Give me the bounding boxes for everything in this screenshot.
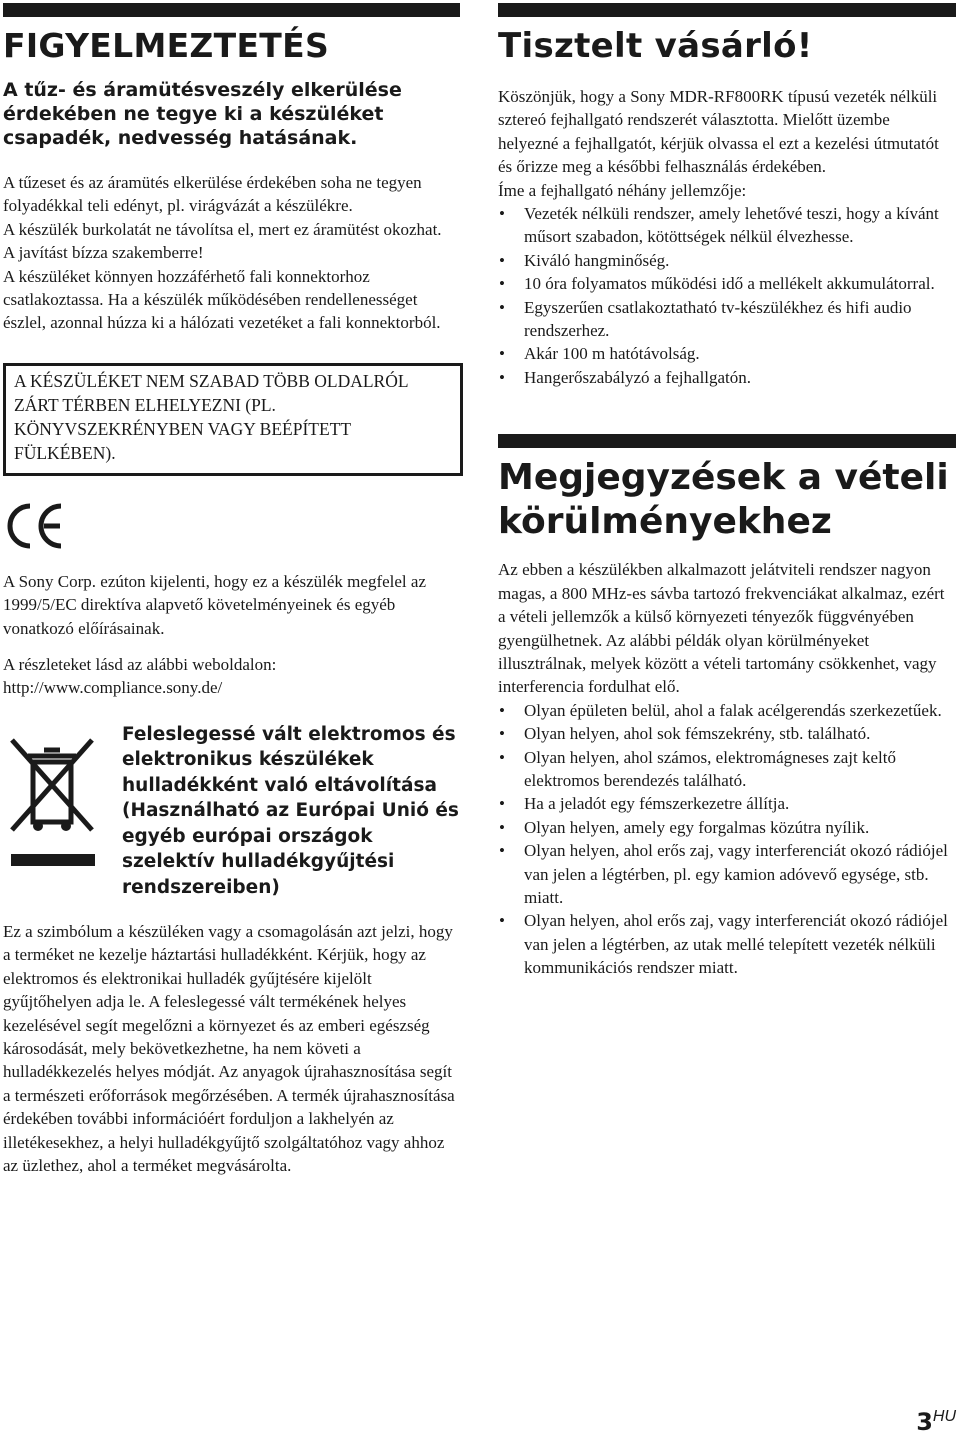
- right-column: [498, 0, 956, 980]
- warning-subtitle: A tűz- és áramütésveszély elkerülése érdekében ne tegye ki a készüléket csapadék, nedvesség hatásának.: [3, 79, 402, 149]
- weee-body: Ez a szimbólum a készüléken vagy a csomagolásán azt jelzi, hogy a terméket ne kezelje háztartási hulladékként. Kérjük, hogy az elektromos és elektronikai hulladék gyűjtésére kijelölt gyűjtőhelyen adja le. A feleslegessé vált termékének helyes kezelésével segít megelőzni a környezet és az emberi egészség károsodását, mely bekövetkezhetne, ha nem követi a hulladékkezelés helyes módját. Az anyagok újrahasznosítása segít a természeti erőforrások megőrzésében. A termék újrahasznosítása érdekében további információért forduljon a lakhelyén az illetékesekhez, a helyi hulladékgyűjtő szolgáltatóhoz vagy ahhoz az üzlethez, ahol a terméket megvásárolta.: [3, 921, 455, 1175]
- reception-body: Az ebben a készülékben alkalmazott jelátviteli rendszer nagyon magas, a 800 MHz-es sávba tartozó frekvenciákat alkalmaz, ezért a vételi jellemzők a külső környezeti tényezők függvényében gyengülhetnek. Az alábbi példák olyan körülményeket illusztrálnak, melyek között a vételi tartomány csökkenhet, vagy interferencia fordulhat elő.: [498, 560, 945, 697]
- list-item: • Olyan épületen belül, ahol a falak acélgerendás szerkezetűek.: [498, 699, 953, 722]
- declaration-text: A Sony Corp. ezúton kijelenti, hogy ez a készülék megfelel az 1999/5/EC direktíva alapvető követelményeinek és egyéb vonatkozó előírásainak.: [3, 571, 426, 638]
- section-rule: [3, 3, 460, 17]
- list-item: • Ha a jeladót egy fémszerkezetre állítja.: [498, 792, 953, 815]
- list-item: • Kiváló hangminőség.: [498, 249, 956, 272]
- warning-title: FIGYELMEZTETÉS: [3, 26, 330, 65]
- crossed-bin-icon: [6, 734, 98, 868]
- language-code: HU: [932, 1408, 956, 1425]
- greeting-body: Köszönjük, hogy a Sony MDR-RF800RK típusú vezeték nélküli sztereó fejhallgató rendszerét választotta. Mielőtt üzembe helyezné a fejhallgatót, kérjük olvassa el ezt a kezelési útmutatót és őrizze meg a későbbi felhasználás érdekében.: [498, 87, 939, 177]
- list-item: • Olyan helyen, amely egy forgalmas közútra nyílik.: [498, 816, 953, 839]
- page-number: [916, 1408, 956, 1436]
- reception-title: Megjegyzések a vételi körülményekhez: [498, 457, 949, 543]
- list-item: • Olyan helyen, ahol sok fémszekrény, stb. található.: [498, 722, 953, 745]
- list-item: • Olyan helyen, ahol erős zaj, vagy interferenciát okozó rádiójel van jelen a légtérben, pl. egy kamion adóvevő egysége, stb. miatt.: [498, 839, 953, 909]
- list-item: • Egyszerűen csatlakoztatható tv-készülékhez és hifi audio rendszerhez.: [498, 296, 956, 343]
- features-list: [498, 202, 956, 389]
- ce-mark-icon: [6, 502, 66, 550]
- compliance-details: A részleteket lásd az alábbi weboldalon: http://www.compliance.sony.de/: [3, 655, 277, 698]
- section-rule: [498, 434, 956, 448]
- weee-title: Feleslegessé vált elektromos és elektronikus készülékek hulladékként való eltávolítása (Használható az Európai Unió és egyéb európai országok szelektív hulladékgyűjtési rendszereiben): [122, 723, 459, 898]
- list-item: • Vezeték nélküli rendszer, amely lehetővé teszi, hogy a kívánt műsort szabadon, kötöttségek nélkül élvezhesse.: [498, 202, 956, 249]
- features-intro: Íme a fejhallgató néhány jellemzője:: [498, 180, 747, 200]
- list-item: • Hangerőszabályzó a fejhallgatón.: [498, 366, 956, 389]
- warning-box: [3, 363, 463, 476]
- greeting-title: Tisztelt vásárló!: [498, 26, 813, 66]
- list-item: • Olyan helyen, ahol erős zaj, vagy interferenciát okozó rádiójel van jelen a légtérben, az utak mellé telepített vezeték nélküli kommunikációs rendszer miatt.: [498, 909, 953, 979]
- list-item: • Akár 100 m hatótávolság.: [498, 342, 956, 365]
- weee-block: [0, 722, 462, 920]
- section-rule: [498, 3, 956, 17]
- list-item: • Olyan helyen, ahol számos, elektromágneses zajt keltő elektromos berendezés található.: [498, 746, 953, 793]
- warning-box-text: A KÉSZÜLÉKET NEM SZABAD TÖBB OLDALRÓL ZÁRT TÉRBEN ELHELYEZNI (PL. KÖNYVSZEKRÉNYBEN VAGY BEÉPÍTETT FÜLKÉBEN).: [14, 370, 408, 463]
- list-item: • 10 óra folyamatos működési idő a mellékelt akkumulátorral.: [498, 272, 956, 295]
- reception-list: [498, 699, 953, 980]
- left-column: [0, 0, 462, 1177]
- warning-body: A tűzeset és az áramütés elkerülése érdekében soha ne tegyen folyadékkal teli edényt, pl. virágvázát a készülékre. A készülék burkolatát ne távolítsa el, mert ez áramütést okozhat. A javítást bízza szakemberre! A készüléket könnyen hozzáférhető fali konnektorhoz csatlakoztassa. Ha a készülék működésében rendellenességet észlel, azonnal húzza ki a hálózati vezetéket a fali konnektorból.: [3, 173, 442, 333]
- page-number-value: 3: [916, 1408, 933, 1436]
